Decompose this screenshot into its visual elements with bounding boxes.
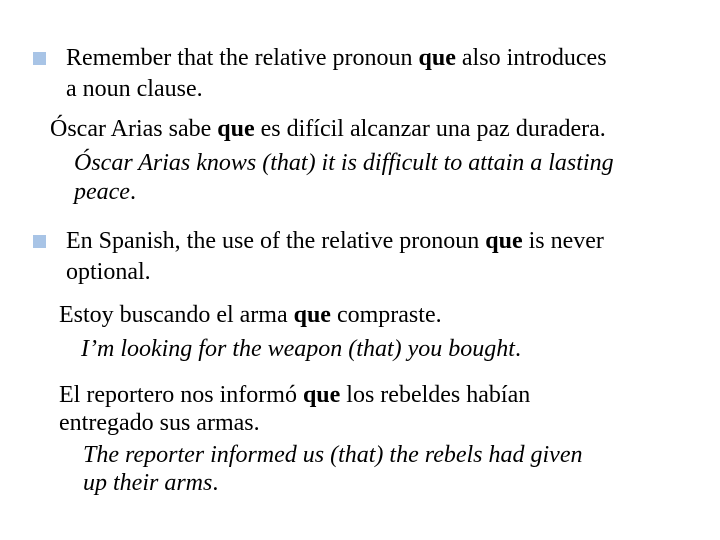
bullet-1-line-1: Remember that the relative pronoun que also introduces (66, 45, 607, 71)
bullet-1-text (66, 43, 607, 105)
keyword-que: que (418, 45, 456, 71)
bullet-1-line-2: a noun clause. (66, 76, 203, 102)
example-1-english-line-1: Óscar Arias knows (that) it is difficult to attain a lasting (74, 150, 614, 176)
keyword-que: que (293, 302, 331, 328)
example-2-english: I’m looking for the weapon (that) you bought. (81, 336, 521, 362)
example-3-spanish-line-1: El reportero nos informó que los rebeldes habían (59, 382, 531, 408)
example-3-english-line-1: The reporter informed us (that) the rebels had given (83, 442, 583, 468)
bullet-2-line-2: optional. (66, 259, 151, 285)
example-3-spanish-line-2: entregado sus armas. (59, 410, 260, 436)
example-1-english (74, 149, 614, 207)
example-3-english-line-2: up their arms. (83, 470, 219, 496)
keyword-que: que (485, 228, 523, 254)
keyword-que: que (217, 116, 255, 142)
example-3-english (83, 441, 582, 497)
example-1-english-line-2: peace. (74, 179, 136, 205)
bullet-2-line-1: En Spanish, the use of the relative pronoun que is never (66, 228, 604, 254)
bullet-2-text (66, 226, 604, 288)
example-3-spanish (59, 381, 530, 437)
example-1-spanish: Óscar Arias sabe que es difícil alcanzar una paz duradera. (50, 116, 606, 142)
keyword-que: que (302, 382, 341, 408)
example-2-spanish: Estoy buscando el arma que compraste. (59, 302, 442, 328)
bullet-square-icon (33, 52, 46, 65)
bullet-square-icon (33, 235, 46, 248)
